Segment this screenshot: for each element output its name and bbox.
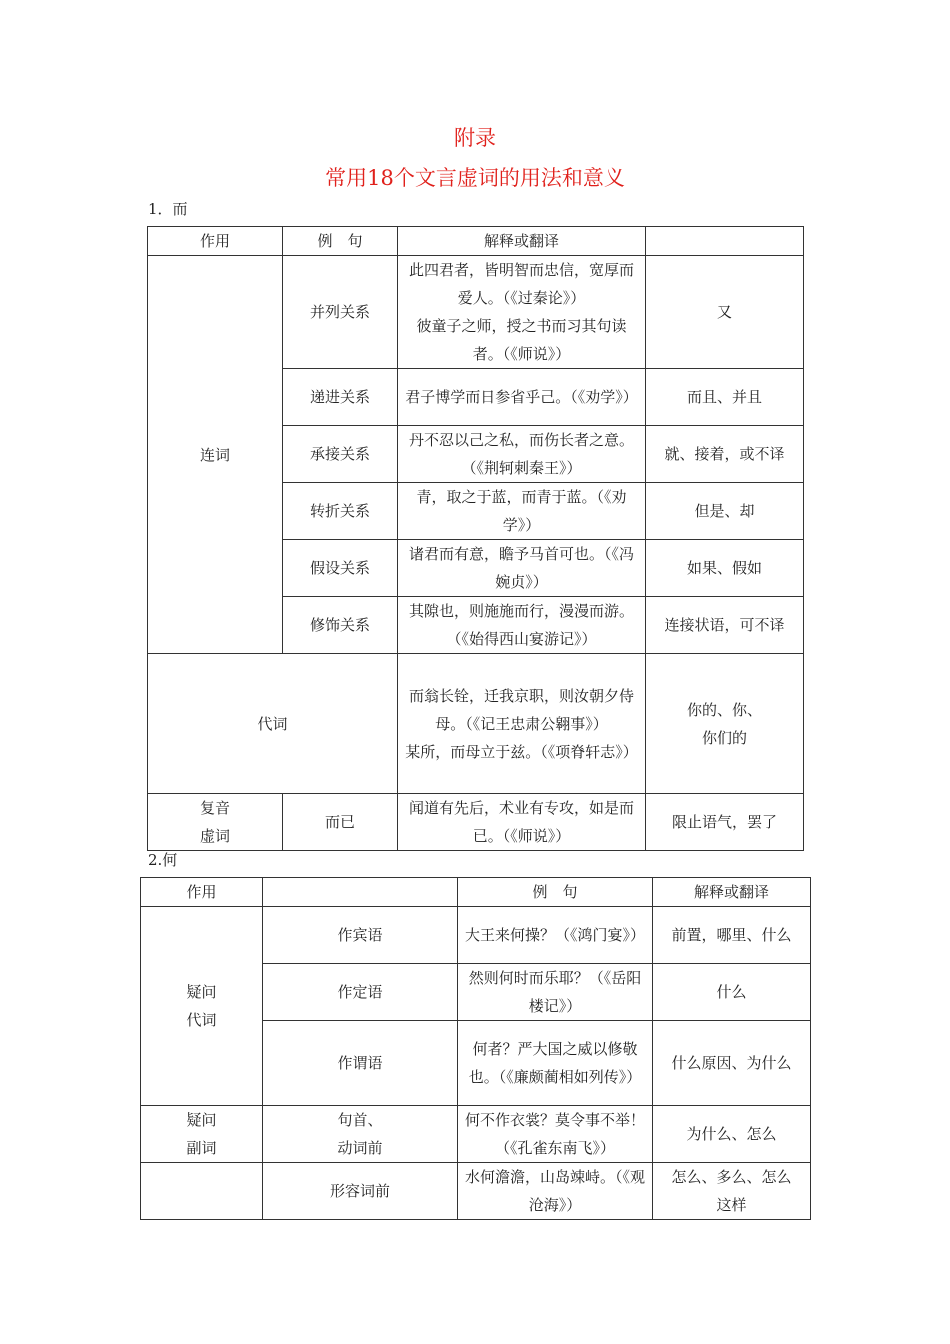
example-cell: 大王来何操？（《鸿门宴》）: [458, 907, 653, 964]
label-line: 复音: [199, 799, 230, 817]
compound-label: [148, 794, 283, 851]
usage-cell: 形容词前: [263, 1163, 458, 1220]
meaning-cell: 什么原因、为什么: [653, 1021, 811, 1106]
label-line: 疑问: [186, 1111, 217, 1129]
section-heading-he: 2.何: [148, 851, 178, 869]
label-line: 代词: [186, 1011, 217, 1029]
meaning-line: 你们的: [701, 728, 747, 747]
example-cell: 青，取之于蓝，而青于蓝。（《劝学》）: [398, 483, 646, 540]
meaning-cell: [646, 654, 804, 794]
page-subtitle: 常用18个文言虚词的用法和意义: [325, 166, 625, 190]
meaning-line: 你的、你、: [686, 700, 762, 719]
example-cell: [398, 654, 646, 794]
meaning-cell: 为什么、怎么: [653, 1106, 811, 1163]
header-cell: 解释或翻译: [398, 227, 646, 256]
table-row: [141, 907, 811, 964]
table-row: [148, 794, 804, 851]
example-line: 而翁长铨，迁我京职，则汝朝夕侍母。（《记王忠肃公翱事》）: [408, 686, 634, 733]
example-cell: 何不作衣裳？莫令事不举！（《孔雀东南飞》）: [458, 1106, 653, 1163]
meaning-line: 这样: [716, 1196, 747, 1214]
example-cell: 水何澹澹，山岛竦峙。（《观沧海》）: [458, 1163, 653, 1220]
usage-cell: 作宾语: [263, 907, 458, 964]
example-cell: 闻道有先后，术业有专攻，如是而已。（《师说》）: [398, 794, 646, 851]
meaning-cell: 但是、却: [646, 483, 804, 540]
table-header-row: [148, 227, 804, 256]
usage-cell: 而已: [283, 794, 398, 851]
usage-cell: 作谓语: [263, 1021, 458, 1106]
page-title: 附录: [454, 126, 496, 150]
label-line: 副词: [186, 1139, 217, 1157]
label-line: 虚词: [199, 827, 230, 845]
usage-line: 动词前: [337, 1139, 383, 1157]
example-cell: 然则何时而乐耶？（《岳阳楼记》）: [458, 964, 653, 1021]
meaning-cell: 什么: [653, 964, 811, 1021]
usage-cell: 并列关系: [283, 256, 398, 369]
meaning-cell: 而且、并且: [646, 369, 804, 426]
usage-cell: 转折关系: [283, 483, 398, 540]
example-cell: 丹不忍以己之私，而伤长者之意。（《荆轲刺秦王》）: [398, 426, 646, 483]
meaning-cell: 就、接着，或不译: [646, 426, 804, 483]
table-er: [147, 226, 804, 851]
meaning-cell: 如果、假如: [646, 540, 804, 597]
example-cell: 其隙也，则施施而行，漫漫而游。（《始得西山宴游记》）: [398, 597, 646, 654]
header-cell: 例 句: [283, 227, 398, 256]
meaning-cell: 又: [646, 256, 804, 369]
usage-line: 句首、: [337, 1111, 383, 1129]
header-cell: 解释或翻译: [653, 878, 811, 907]
usage-cell: 承接关系: [283, 426, 398, 483]
usage-cell: 作定语: [263, 964, 458, 1021]
example-line: 彼童子之师，授之书而习其句读者。（《师说》）: [416, 317, 627, 363]
group-label-conjunction: 连词: [148, 256, 283, 654]
example-cell: 君子博学而日参省乎己。（《劝学》）: [398, 369, 646, 426]
empty-cell: [141, 1163, 263, 1220]
meaning-cell: 前置，哪里、什么: [653, 907, 811, 964]
meaning-cell: 限止语气，罢了: [646, 794, 804, 851]
example-cell: 何者？严大国之威以修敬也。（《廉颇蔺相如列传》）: [458, 1021, 653, 1106]
table-header-row: [141, 878, 811, 907]
table-row: [141, 1163, 811, 1220]
section-heading-er: 1．而: [148, 200, 188, 218]
usage-cell: [263, 1106, 458, 1163]
header-cell: 作用: [148, 227, 283, 256]
meaning-cell: 连接状语，可不译: [646, 597, 804, 654]
header-cell: 例 句: [458, 878, 653, 907]
table-row: [148, 654, 804, 794]
example-line: 某所，而母立于兹。（《项脊轩志》）: [405, 742, 638, 761]
adverb-label: [141, 1106, 263, 1163]
meaning-line: 怎么、多么、怎么: [671, 1168, 792, 1186]
example-line: 此四君者，皆明智而忠信，宽厚而爱人。（《过秦论》）: [408, 261, 634, 307]
header-cell: [263, 878, 458, 907]
example-cell: 诸君而有意，瞻予马首可也。（《冯婉贞》）: [398, 540, 646, 597]
usage-cell: 假设关系: [283, 540, 398, 597]
example-cell: [398, 256, 646, 369]
header-cell: 作用: [141, 878, 263, 907]
usage-cell: 递进关系: [283, 369, 398, 426]
table-he: [140, 877, 811, 1220]
meaning-cell: [653, 1163, 811, 1220]
table-row: [141, 1106, 811, 1163]
label-line: 疑问: [186, 983, 217, 1001]
pronoun-label: 代词: [148, 654, 398, 794]
usage-cell: 修饰关系: [283, 597, 398, 654]
group-label-pronoun: [141, 907, 263, 1106]
table-row: [148, 256, 804, 369]
header-cell: [646, 227, 804, 256]
